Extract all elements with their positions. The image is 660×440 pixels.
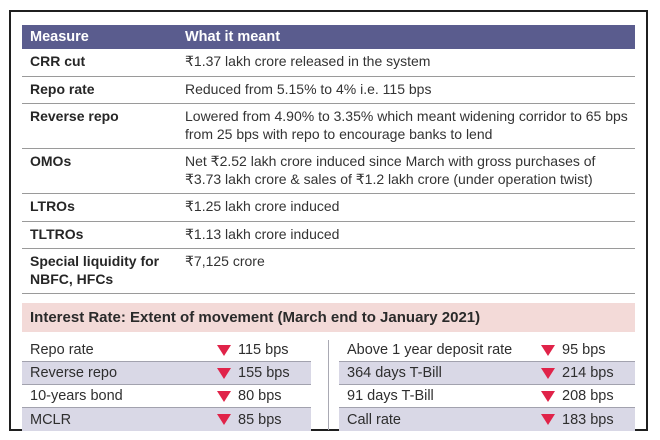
decrease-triangle-icon [541, 368, 555, 379]
rate-value [541, 365, 629, 381]
rate-label: Call rate [347, 411, 401, 428]
section-title: Interest Rate: Extent of movement (March end to January 2021) [22, 303, 635, 332]
rate-row [339, 339, 635, 362]
rates-table-left [22, 339, 311, 431]
rates-table [22, 339, 635, 431]
meaning-cell: ₹1.25 lakh crore induced [185, 198, 340, 214]
meaning-cell: ₹1.37 lakh crore released in the system [185, 53, 431, 69]
rate-label: Above 1 year deposit rate [347, 342, 513, 358]
measure-cell: Repo rate [30, 80, 95, 97]
measure-cell: Special liquidity for NBFC, HFCs [30, 253, 160, 287]
rate-value [217, 388, 305, 404]
rate-value [217, 412, 305, 428]
rate-value [541, 388, 629, 404]
rate-value [541, 342, 629, 358]
measure-cell: LTROs [30, 198, 75, 214]
rate-value-text: 183 bps [562, 411, 614, 428]
rate-value-text: 214 bps [562, 365, 614, 381]
rate-value-text: 115 bps [238, 342, 289, 358]
table-row [22, 222, 635, 250]
decrease-triangle-icon [541, 345, 555, 356]
decrease-triangle-icon [217, 345, 231, 356]
table-row [22, 249, 635, 294]
meaning-cell: Lowered from 4.90% to 3.35% which meant widening corridor to 65 bps from 25 bps with repo to encourage banks to lend [185, 108, 628, 142]
rate-value-text: 208 bps [562, 388, 614, 404]
table-row [22, 49, 635, 77]
rate-value-text: 95 bps [562, 342, 606, 358]
rate-value [217, 342, 305, 358]
infographic-frame [9, 10, 648, 431]
rates-table-right [339, 339, 635, 431]
meaning-cell: Net ₹2.52 lakh crore induced since March with gross purchases of ₹3.73 lakh crore & sales of ₹1.2 lakh crore (under operation twist) [185, 153, 596, 187]
rate-row [339, 362, 635, 385]
rate-value-text: 80 bps [238, 388, 282, 404]
decrease-triangle-icon [217, 414, 231, 425]
column-divider [328, 340, 329, 430]
measure-cell: TLTROs [30, 225, 84, 242]
rate-row [339, 385, 635, 408]
meaning-cell: ₹1.13 lakh crore induced [185, 225, 340, 242]
decrease-triangle-icon [217, 368, 231, 379]
table-row [22, 104, 635, 149]
decrease-triangle-icon [541, 391, 555, 402]
measures-table-header [22, 25, 635, 49]
rate-value [217, 365, 305, 381]
rate-label: 91 days T-Bill [347, 388, 434, 404]
rate-value [541, 412, 629, 428]
table-row [22, 194, 635, 222]
rate-row [339, 408, 635, 431]
rate-value-text: 155 bps [238, 365, 290, 381]
rate-label: MCLR [30, 411, 72, 428]
measures-table [22, 25, 635, 294]
header-meaning: What it meant [185, 29, 281, 45]
table-row [22, 77, 635, 105]
rate-label: 10-years bond [30, 388, 123, 404]
rate-label: Reverse repo [30, 365, 118, 381]
meaning-cell: Reduced from 5.15% to 4% i.e. 115 bps [185, 80, 432, 97]
decrease-triangle-icon [217, 391, 231, 402]
header-measure: Measure [30, 29, 89, 45]
rate-row [22, 339, 311, 362]
table-row [22, 149, 635, 194]
rate-label: Repo rate [30, 342, 94, 358]
decrease-triangle-icon [541, 414, 555, 425]
rate-row [22, 362, 311, 385]
measure-cell: CRR cut [30, 53, 86, 69]
meaning-cell: ₹7,125 crore [185, 253, 265, 269]
measure-cell: OMOs [30, 153, 72, 169]
measure-cell: Reverse repo [30, 108, 119, 124]
rate-row [22, 385, 311, 408]
rate-label: 364 days T-Bill [347, 365, 442, 381]
rate-value-text: 85 bps [238, 411, 282, 428]
rate-row [22, 408, 311, 431]
